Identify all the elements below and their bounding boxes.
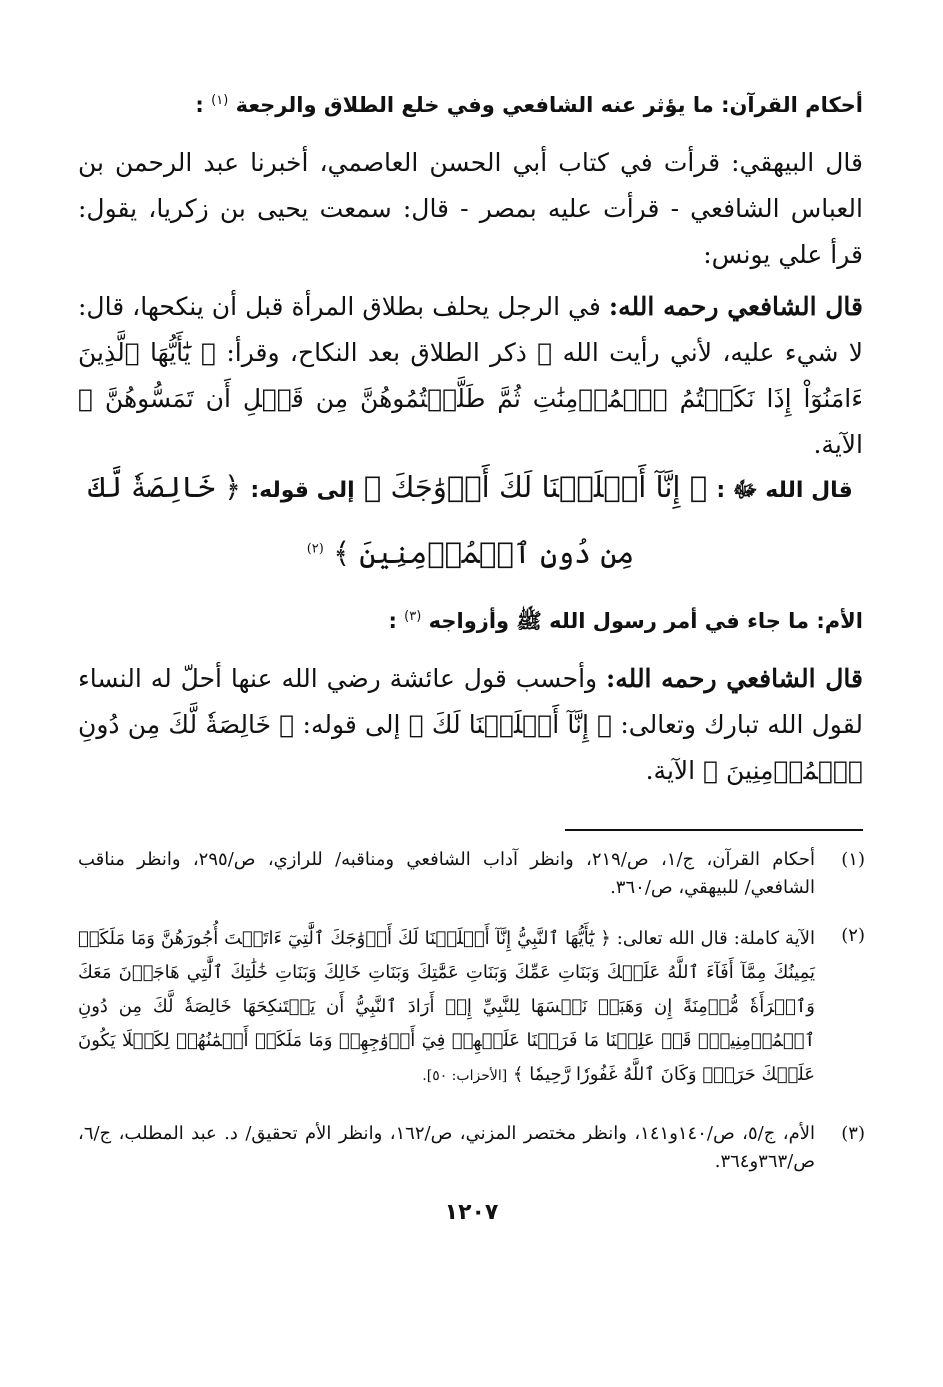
paragraph-text: في الرجل يحلف بطلاق المرأة قبل أن ينكحها، قال: لا شيء عليه، لأني رأيت الله ﷻ ذكر الطلاق بعد النكاح، وقرأ: <box>78 292 863 367</box>
footnote-number: (٢) <box>841 925 865 946</box>
paragraph-lead: قال الشافعي رحمه الله: <box>608 292 864 321</box>
footnote-number: (٣) <box>841 1123 865 1144</box>
heading-colon: : <box>195 93 204 117</box>
heading-text: أحكام القرآن: ما يؤثر عنه الشافعي وفي خلع الطلاق والرجعة <box>235 93 863 117</box>
centered-verse-block <box>78 456 863 584</box>
quran-verse: ﴿ يَٰٓأَيُّهَا ٱلنَّبِيُّ إِنَّآ أَحۡلَلۡنَا لَكَ أَزۡوَٰجَكَ ٱلَّٰتِيٓ ءَاتَيۡتَ أُجُورَهُنَّ وَمَا مَلَكَتۡ يَمِينُكَ مِمَّآ أَفَآءَ ٱللَّهُ عَلَيۡكَ وَبَنَاتِ عَمِّكَ وَبَنَاتِ عَمَّٰتِكَ وَبَنَاتِ خَالِكَ وَبَنَاتِ خَٰلَٰتِكَ ٱلَّٰتِي هَاجَرۡنَ مَعَكَ وَٱمۡرَأَةٗ مُّؤۡمِنَةً إِن وَهَبَتۡ نَفۡسَهَا لِلنَّبِيِّ إِنۡ أَرَادَ ٱلنَّبِيُّ أَن يَسۡتَنكِحَهَا خَالِصَةٗ لَّكَ مِن دُونِ ٱلۡمُؤۡمِنِينَۗ قَدۡ عَلِمۡنَا مَا فَرَضۡنَا عَلَيۡهِمۡ فِيٓ أَزۡوَٰجِهِمۡ وَمَا مَلَكَتۡ أَيۡمَٰنُهُمۡ لِكَيۡلَا يَكُونَ عَلَيۡكَ حَرَجٞۗ وَكَانَ ٱللَّهُ غَفُورٗا رَّحِيمٗا ﴾ <box>78 928 815 1085</box>
footnote-intro: الآية كاملة: قال الله تعالى: <box>616 928 815 949</box>
paragraph-bayhaqi <box>78 140 863 278</box>
verse-middle: إلى قوله: <box>250 478 355 503</box>
heading-colon: : <box>388 609 397 633</box>
footnote-ref: (١) <box>211 93 229 108</box>
surah-reference: [الأحزاب: ٥٠]. <box>422 1068 508 1084</box>
verse-lead: قال الله ﷻ : <box>716 478 853 503</box>
footnote-body <box>78 922 815 1093</box>
footnote-text: الأم، ج/٥، ص/١٤٠و١٤١، وانظر مختصر المزني، ص/١٦٢، وانظر الأم تحقيق/ د. عبد المطلب، ج/٦، ص/٣٦٣و٣٦٤. <box>78 1123 815 1172</box>
paragraph-tail: الآية. <box>813 430 863 459</box>
footnote-1 <box>78 846 865 902</box>
footnote-divider <box>565 829 863 831</box>
footnote-number: (١) <box>841 849 865 870</box>
paragraph-text: قال البيهقي: قرأت في كتاب أبي الحسن العاصمي، أخبرنا عبد الرحمن بن العباس الشافعي - قرأت عليه بمصر - قال: سمعت يحيى بن زكريا، يقول: قرأ علي يونس: <box>78 148 863 269</box>
paragraph-lead: قال الشافعي رحمه الله: <box>606 664 864 693</box>
footnote-text: أحكام القرآن، ج/١، ص/٢١٩، وانظر آداب الشافعي ومناقبه/ للرازي، ص/٢٩٥، وانظر مناقب الشافعي/ للبيهقي، ص/٣٦٠. <box>78 849 815 898</box>
paragraph-shafii-divorce <box>78 284 863 468</box>
footnote-3 <box>78 1120 865 1176</box>
footnote-ref: (٣) <box>404 609 422 624</box>
section-heading-ahkam <box>78 88 863 122</box>
section-heading-umm <box>78 604 863 638</box>
page-number: ١٢٠٧ <box>444 1200 499 1225</box>
paragraph-shafii-aisha <box>78 656 863 794</box>
footnote-2 <box>78 922 865 1093</box>
paragraph-middle: إلى قوله: <box>302 710 401 739</box>
quran-verse: ﴿ خَالِصَةٗ لَّكَ مِن دُونِ ٱلۡمُؤۡمِنِينَ ﴾ <box>88 470 635 570</box>
footnote-ref: (٢) <box>306 541 324 557</box>
paragraph-tail: الآية. <box>645 756 696 785</box>
heading-text: الأم: ما جاء في أمر رسول الله ﷺ وأزواجه <box>428 609 863 633</box>
quran-verse: ﴿ إِنَّآ أَحۡلَلۡنَا لَكَ أَزۡوَٰجَكَ ﴾ <box>363 470 708 504</box>
paragraph-text: وأحسب قول عائشة رضي الله عنها أحلّ له النساء لقول الله تبارك وتعالى: <box>78 664 863 739</box>
quran-verse: ﴿ يَٰٓأَيُّهَا ٱلَّذِينَ ءَامَنُوٓاْ إِذَا نَكَحۡتُمُ ٱلۡمُؤۡمِنَٰتِ ثُمَّ طَلَّقۡتُمُوهُنَّ مِن قَبۡلِ أَن تَمَسُّوهُنَّ ﴾ <box>78 338 863 413</box>
quran-verse: ﴿ خَالِصَةٗ لَّكَ مِن دُونِ ٱلۡمُؤۡمِنِينَ ﴾ <box>78 710 863 785</box>
quran-verse: ﴿ إِنَّآ أَحۡلَلۡنَا لَكَ ﴾ <box>408 710 613 739</box>
